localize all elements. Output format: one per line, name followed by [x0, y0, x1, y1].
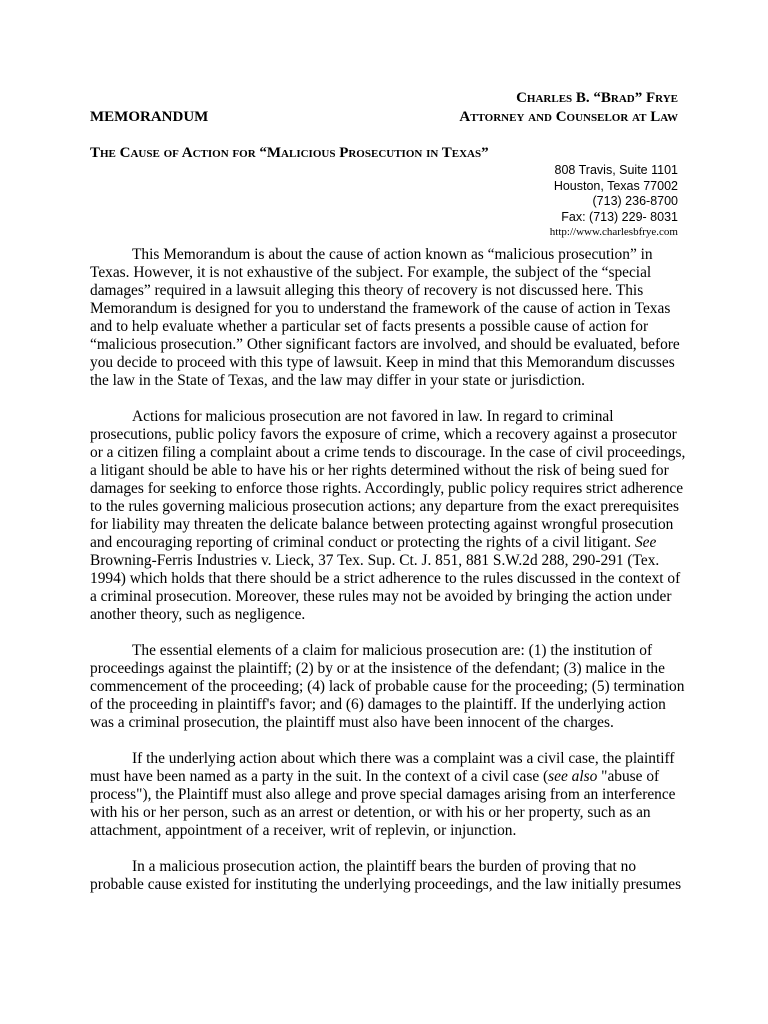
memo-body — [90, 246, 690, 912]
citation-signal-see: See — [634, 534, 657, 551]
paragraph-public-policy-text: Actions for malicious prosecution are not favored in law. In regard to criminal prosecutions, public policy favors the exposure of crime, which a recovery against a prosecutor or a citizen filing a complaint about a crime tends to discourage. In the case of civil proceedings, a litigant should be able to have his or her rights determined without the risk of being sued for damages for seeking to enforce those rights. Accordingly, public policy requires strict adherence to the rules governing malicious prosecution actions; any departure from the exact prerequisites for liability may threaten the delicate balance between protecting against wrongful prosecution and encouraging reporting of criminal conduct or protecting the rights of a civil litigant. — [90, 408, 686, 551]
paragraph-public-policy — [90, 408, 690, 624]
attorney-name: Charles B. “Brad” Frye — [516, 90, 678, 106]
paragraph-civil-case — [90, 750, 690, 840]
memo-label: MEMORANDUM — [90, 109, 209, 125]
website-link[interactable]: http://www.charlesbfrye.com — [549, 226, 678, 238]
address-street: 808 Travis, Suite 1101 — [554, 163, 678, 177]
paragraph-civil-case-text: If the underlying action about which there was a complaint was a civil case, the plaintiff must have been named as a party in the suit. In the context of a civil case ( — [90, 750, 675, 785]
address-block — [550, 163, 678, 241]
paragraph-public-policy-citation: Browning-Ferris Industries v. Lieck, 37 Tex. Sup. Ct. J. 851, 881 S.W.2d 288, 290-291 (Tex. 1994) which holds that there should be a strict adherence to the rules discussed in the context of a criminal prosecution. Moreover, these rules may not be avoided by bringing the action under another theory, such as negligence. — [90, 552, 681, 623]
citation-signal-see-also: see also — [548, 768, 598, 785]
address-fax: Fax: (713) 229- 8031 — [561, 209, 678, 224]
paragraph-civil-case-rest: "abuse of process"), the Plaintiff must also allege and prove special damages arising from an interference with his or her person, such as an arrest or detention, or with his or her property, such as an attachment, appointment of a receiver, writ of replevin, or injunction. — [90, 768, 676, 839]
attorney-title: Attorney and Counselor at Law — [459, 109, 678, 125]
address-city: Houston, Texas 77002 — [553, 178, 678, 193]
paragraph-intro: This Memorandum is about the cause of action known as “malicious prosecution” in Texas. However, it is not exhaustive of the subject. For example, the subject of the “special damages” required in a lawsuit alleging this theory of recovery is not discussed here. This Memorandum is designed for you to understand the framework of the cause of action in Texas and to help evaluate whether a particular set of facts presents a possible cause of action for “malicious prosecution.” Other significant factors are involved, and should be evaluated, before you decide to proceed with this type of lawsuit. Keep in mind that this Memorandum discusses the law in the State of Texas, and the law may differ in your state or jurisdiction. — [90, 246, 680, 389]
paragraph-elements: The essential elements of a claim for malicious prosecution are: (1) the institution of proceedings against the plaintiff; (2) by or at the insistence of the defendant; (3) malice in the commencement of the proceeding; (4) lack of probable cause for the proceeding; (5) termination of the proceeding in plaintiff's favor; and (6) damages to the plaintiff. If the underlying action was a criminal prosecution, the plaintiff must also have been innocent of the charges. — [90, 642, 685, 731]
paragraph-burden-of-proof: In a malicious prosecution action, the plaintiff bears the burden of proving that no probable cause existed for instituting the underlying proceedings, and the law initially presumes — [90, 858, 682, 893]
address-phone: (713) 236-8700 — [592, 194, 678, 208]
document-title: The Cause of Action for “Malicious Prosecution in Texas” — [90, 145, 489, 161]
